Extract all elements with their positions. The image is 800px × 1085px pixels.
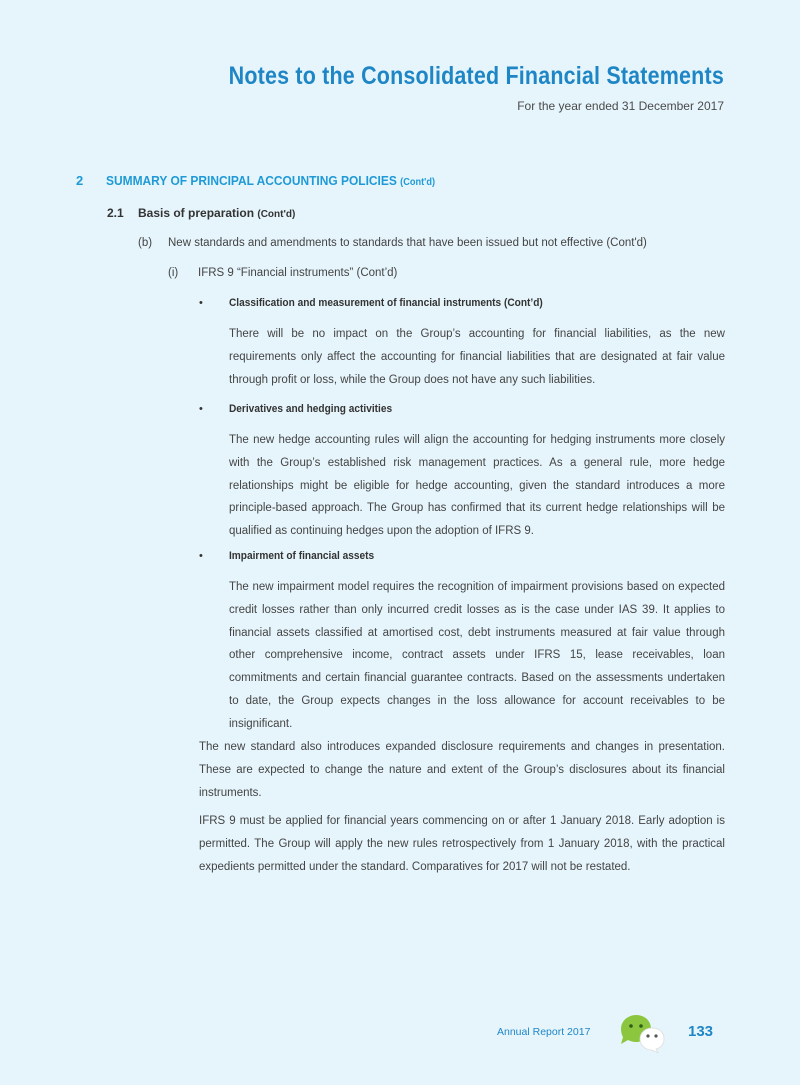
section-heading: [76, 173, 464, 188]
subsection-heading: [107, 206, 295, 220]
bullet-paragraph-impairment: The new impairment model requires the recognition of impairment provisions based on expected credit losses rather than only incurred credit losses as is the case under IAS 39. It applies to financial assets classified at amortised cost, debt instruments measured at fair value through other comprehensive income, contract assets under IFRS 15, lease receivables, loan commitments and certain financial guarantee contracts. Based on the assessments undertaken to date, the Group expects changes in the loss allowance for account receivables to be insignificant.: [229, 581, 725, 730]
bullet-paragraph-classification: There will be no impact on the Group’s accounting for financial liabilities, as the new requirements only affect the accounting for financial liabilities that are designated at fair value through profit or loss, while the Group does not have any such liabilities.: [229, 328, 725, 386]
bullet-label: Classification and measurement of financial instruments (Cont’d): [229, 297, 543, 309]
bullet-paragraph-derivatives: The new hedge accounting rules will align the accounting for hedging instruments more closely with the Group’s established risk management practices. As a general rule, more hedge relationships might be eligible for hedge accounting, given the standard introduces a more principle-based approach. The Group has confirmed that its current hedge relationships will be qualified as continuing hedges upon the adoption of IFRS 9.: [229, 434, 725, 538]
bullet-icon: •: [199, 403, 203, 415]
footer-report-label: Annual Report 2017: [497, 1026, 591, 1038]
section-title: [106, 173, 435, 188]
bullet-label: Impairment of financial assets: [229, 550, 375, 562]
item-b-mark: (b): [138, 237, 153, 249]
bullet-heading-impairment: [199, 550, 387, 562]
page-title: Notes to the Consolidated Financial Statements: [228, 62, 724, 90]
bullet-icon: •: [199, 297, 203, 309]
section-title-text: SUMMARY OF PRINCIPAL ACCOUNTING POLICIES: [106, 173, 397, 188]
subsection-title: Basis of preparation: [138, 206, 255, 220]
item-b: [138, 237, 647, 249]
item-i-mark: (i): [168, 267, 179, 279]
page-footer: [0, 1015, 800, 1055]
item-b-text: New standards and amendments to standards that have been issued but not effective (Cont'd): [168, 237, 647, 249]
bullet-icon: •: [199, 550, 203, 562]
item-i-text: IFRS 9 “Financial instruments” (Cont’d): [198, 267, 398, 279]
bullet-heading-classification: [199, 297, 570, 309]
item-i: [168, 267, 397, 279]
bullet-label: Derivatives and hedging activities: [229, 403, 393, 415]
closing-paragraph-disclosure: The new standard also introduces expanded disclosure requirements and changes in presentation. These are expected to change the nature and extent of the Group’s disclosures about its financial instruments.: [199, 741, 725, 799]
page-subtitle: For the year ended 31 December 2017: [517, 99, 724, 113]
chat-bubbles-icon: [617, 1015, 667, 1053]
section-number: 2: [76, 173, 84, 188]
subsection-contd: (Cont'd): [257, 209, 296, 220]
bullet-heading-derivatives: [199, 403, 406, 415]
closing-paragraph-effective-date: IFRS 9 must be applied for financial years commencing on or after 1 January 2018. Early adoption is permitted. The Group will apply the new rules retrospectively from 1 January 2018, with the practical expedients permitted under the standard. Comparatives for 2017 will not be restated.: [199, 815, 725, 873]
page-number: 133: [688, 1023, 714, 1040]
page-header: [148, 62, 724, 113]
subsection-number: 2.1: [107, 206, 124, 220]
section-contd: (Cont'd): [400, 177, 436, 188]
